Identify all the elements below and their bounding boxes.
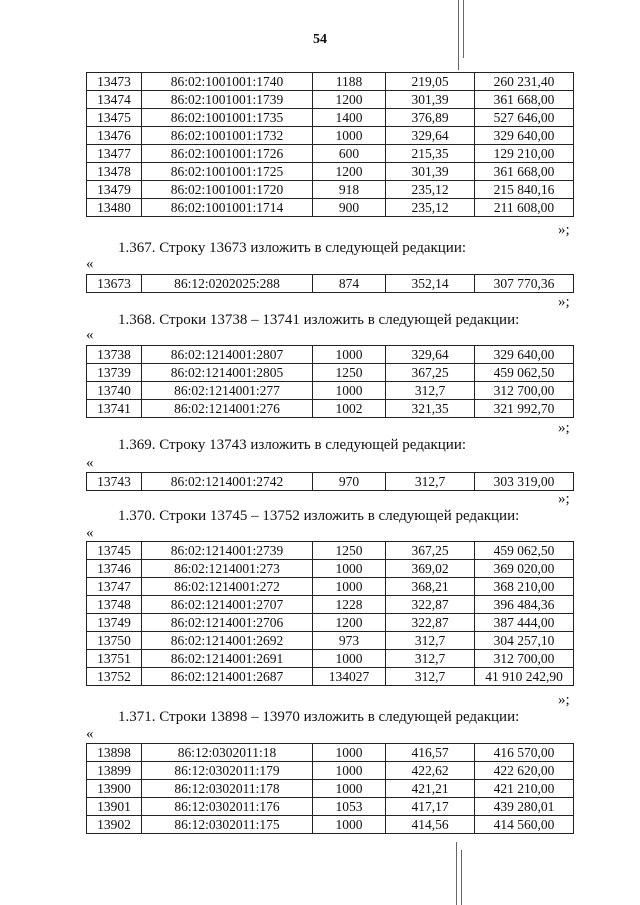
- row-number-cell: 13900: [87, 780, 142, 798]
- section-heading: 1.367. Строку 13673 изложить в следующей редакции:: [118, 240, 467, 256]
- area-cell: 918: [313, 181, 386, 199]
- area-cell: 1200: [313, 91, 386, 109]
- row-number-cell: 13901: [87, 798, 142, 816]
- table-row: [87, 346, 574, 364]
- row-number-cell: 13752: [87, 668, 142, 686]
- cadastral-number-cell: 86:02:1214001:2807: [142, 346, 313, 364]
- table-row: [87, 473, 574, 491]
- area-cell: 1200: [313, 614, 386, 632]
- data-table: [86, 472, 574, 491]
- rate-cell: 376,89: [386, 109, 475, 127]
- rate-cell: 417,17: [386, 798, 475, 816]
- table-row: [87, 181, 574, 199]
- rate-cell: 301,39: [386, 163, 475, 181]
- area-cell: 1000: [313, 560, 386, 578]
- row-number-cell: 13899: [87, 762, 142, 780]
- area-cell: 600: [313, 145, 386, 163]
- amount-cell: 421 210,00: [475, 780, 574, 798]
- cadastral-number-cell: 86:12:0302011:178: [142, 780, 313, 798]
- table-row: [87, 668, 574, 686]
- amount-cell: 439 280,01: [475, 798, 574, 816]
- section-heading: 1.371. Строки 13898 – 13970 изложить в следующей редакции:: [118, 709, 520, 725]
- area-cell: 1400: [313, 109, 386, 127]
- area-cell: 1053: [313, 798, 386, 816]
- closing-quote: »;: [558, 294, 570, 310]
- cadastral-number-cell: 86:02:1214001:2706: [142, 614, 313, 632]
- amount-cell: 414 560,00: [475, 816, 574, 834]
- amount-cell: 129 210,00: [475, 145, 574, 163]
- opening-quote: «: [86, 256, 94, 272]
- table-row: [87, 596, 574, 614]
- row-number-cell: 13751: [87, 650, 142, 668]
- data-table-continuation: [86, 72, 574, 217]
- rate-cell: 368,21: [386, 578, 475, 596]
- amount-cell: 361 668,00: [475, 91, 574, 109]
- cadastral-number-cell: 86:12:0302011:175: [142, 816, 313, 834]
- cadastral-number-cell: 86:02:1001001:1732: [142, 127, 313, 145]
- table-row: [87, 762, 574, 780]
- cadastral-number-cell: 86:02:1214001:272: [142, 578, 313, 596]
- row-number-cell: 13748: [87, 596, 142, 614]
- cadastral-number-cell: 86:02:1001001:1739: [142, 91, 313, 109]
- cadastral-number-cell: 86:12:0302011:176: [142, 798, 313, 816]
- row-number-cell: 13477: [87, 145, 142, 163]
- table-row: [87, 400, 574, 418]
- area-cell: 1000: [313, 127, 386, 145]
- area-cell: 900: [313, 199, 386, 217]
- data-table: [86, 274, 574, 293]
- amount-cell: 312 700,00: [475, 382, 574, 400]
- row-number-cell: 13479: [87, 181, 142, 199]
- table-row: [87, 542, 574, 560]
- table-row: [87, 382, 574, 400]
- row-number-cell: 13747: [87, 578, 142, 596]
- cadastral-number-cell: 86:02:1001001:1735: [142, 109, 313, 127]
- table-row: [87, 632, 574, 650]
- table-row: [87, 163, 574, 181]
- table-row: [87, 109, 574, 127]
- amount-cell: 527 646,00: [475, 109, 574, 127]
- area-cell: 973: [313, 632, 386, 650]
- cadastral-number-cell: 86:12:0302011:18: [142, 744, 313, 762]
- amount-cell: 260 231,40: [475, 73, 574, 91]
- row-number-cell: 13745: [87, 542, 142, 560]
- row-number-cell: 13738: [87, 346, 142, 364]
- opening-quote: «: [86, 525, 94, 541]
- cadastral-number-cell: 86:02:1214001:2742: [142, 473, 313, 491]
- amount-cell: 211 608,00: [475, 199, 574, 217]
- amount-cell: 396 484,36: [475, 596, 574, 614]
- closing-quote: »;: [558, 491, 570, 507]
- amount-cell: 368 210,00: [475, 578, 574, 596]
- table-row: [87, 560, 574, 578]
- section-heading: 1.369. Строку 13743 изложить в следующей редакции:: [118, 437, 467, 453]
- amount-cell: 459 062,50: [475, 364, 574, 382]
- rate-cell: 421,21: [386, 780, 475, 798]
- amount-cell: 312 700,00: [475, 650, 574, 668]
- rate-cell: 312,7: [386, 668, 475, 686]
- cadastral-number-cell: 86:02:1214001:2691: [142, 650, 313, 668]
- area-cell: 1000: [313, 762, 386, 780]
- amount-cell: 304 257,10: [475, 632, 574, 650]
- area-cell: 1228: [313, 596, 386, 614]
- table-row: [87, 798, 574, 816]
- row-number-cell: 13898: [87, 744, 142, 762]
- cadastral-number-cell: 86:02:1214001:2692: [142, 632, 313, 650]
- rate-cell: 416,57: [386, 744, 475, 762]
- amount-cell: 41 910 242,90: [475, 668, 574, 686]
- scan-edge-line: [456, 842, 457, 905]
- cadastral-number-cell: 86:02:1001001:1725: [142, 163, 313, 181]
- table-row: [87, 127, 574, 145]
- row-number-cell: 13749: [87, 614, 142, 632]
- rate-cell: 352,14: [386, 275, 475, 293]
- data-table: [86, 541, 574, 686]
- rate-cell: 322,87: [386, 596, 475, 614]
- cadastral-number-cell: 86:02:1001001:1726: [142, 145, 313, 163]
- table-row: [87, 780, 574, 798]
- rate-cell: 321,35: [386, 400, 475, 418]
- row-number-cell: 13476: [87, 127, 142, 145]
- area-cell: 1000: [313, 382, 386, 400]
- rate-cell: 367,25: [386, 364, 475, 382]
- row-number-cell: 13739: [87, 364, 142, 382]
- rate-cell: 369,02: [386, 560, 475, 578]
- area-cell: 1000: [313, 816, 386, 834]
- amount-cell: 361 668,00: [475, 163, 574, 181]
- rate-cell: 329,64: [386, 346, 475, 364]
- area-cell: 1188: [313, 73, 386, 91]
- row-number-cell: 13741: [87, 400, 142, 418]
- row-number-cell: 13474: [87, 91, 142, 109]
- rate-cell: 312,7: [386, 650, 475, 668]
- table-row: [87, 73, 574, 91]
- row-number-cell: 13478: [87, 163, 142, 181]
- amount-cell: 422 620,00: [475, 762, 574, 780]
- amount-cell: 416 570,00: [475, 744, 574, 762]
- area-cell: 970: [313, 473, 386, 491]
- data-table: [86, 345, 574, 418]
- rate-cell: 235,12: [386, 181, 475, 199]
- row-number-cell: 13750: [87, 632, 142, 650]
- row-number-cell: 13473: [87, 73, 142, 91]
- area-cell: 134027: [313, 668, 386, 686]
- amount-cell: 321 992,70: [475, 400, 574, 418]
- rate-cell: 322,87: [386, 614, 475, 632]
- row-number-cell: 13740: [87, 382, 142, 400]
- amount-cell: 387 444,00: [475, 614, 574, 632]
- cadastral-number-cell: 86:02:1214001:276: [142, 400, 313, 418]
- data-table: [86, 743, 574, 834]
- row-number-cell: 13743: [87, 473, 142, 491]
- table-row: [87, 650, 574, 668]
- table-row: [87, 614, 574, 632]
- opening-quote: «: [86, 726, 94, 742]
- amount-cell: 307 770,36: [475, 275, 574, 293]
- rate-cell: 235,12: [386, 199, 475, 217]
- cadastral-number-cell: 86:02:1001001:1714: [142, 199, 313, 217]
- rate-cell: 312,7: [386, 473, 475, 491]
- table-row: [87, 275, 574, 293]
- rate-cell: 312,7: [386, 632, 475, 650]
- cadastral-number-cell: 86:02:1214001:2739: [142, 542, 313, 560]
- row-number-cell: 13480: [87, 199, 142, 217]
- cadastral-number-cell: 86:02:1214001:2805: [142, 364, 313, 382]
- row-number-cell: 13902: [87, 816, 142, 834]
- cadastral-number-cell: 86:02:1214001:277: [142, 382, 313, 400]
- area-cell: 874: [313, 275, 386, 293]
- table-row: [87, 816, 574, 834]
- amount-cell: 329 640,00: [475, 346, 574, 364]
- table-row: [87, 145, 574, 163]
- area-cell: 1000: [313, 346, 386, 364]
- rate-cell: 414,56: [386, 816, 475, 834]
- section-heading: 1.370. Строки 13745 – 13752 изложить в следующей редакции:: [118, 508, 520, 524]
- cadastral-number-cell: 86:12:0202025:288: [142, 275, 313, 293]
- area-cell: 1250: [313, 542, 386, 560]
- table-row: [87, 199, 574, 217]
- area-cell: 1200: [313, 163, 386, 181]
- closing-quote: »;: [558, 222, 570, 238]
- cadastral-number-cell: 86:02:1001001:1720: [142, 181, 313, 199]
- amount-cell: 303 319,00: [475, 473, 574, 491]
- scan-edge-line: [463, 0, 464, 58]
- cadastral-number-cell: 86:02:1214001:2687: [142, 668, 313, 686]
- area-cell: 1000: [313, 780, 386, 798]
- amount-cell: 369 020,00: [475, 560, 574, 578]
- rate-cell: 312,7: [386, 382, 475, 400]
- cadastral-number-cell: 86:12:0302011:179: [142, 762, 313, 780]
- table-row: [87, 578, 574, 596]
- section-heading: 1.368. Строки 13738 – 13741 изложить в следующей редакции:: [118, 312, 520, 328]
- scan-edge-line: [461, 850, 462, 905]
- rate-cell: 367,25: [386, 542, 475, 560]
- rate-cell: 329,64: [386, 127, 475, 145]
- closing-quote: »;: [558, 420, 570, 436]
- area-cell: 1000: [313, 578, 386, 596]
- cadastral-number-cell: 86:02:1214001:273: [142, 560, 313, 578]
- area-cell: 1000: [313, 650, 386, 668]
- table-row: [87, 364, 574, 382]
- page-number: 54: [313, 32, 327, 47]
- amount-cell: 215 840,16: [475, 181, 574, 199]
- cadastral-number-cell: 86:02:1214001:2707: [142, 596, 313, 614]
- closing-quote: »;: [558, 692, 570, 708]
- opening-quote: «: [86, 455, 94, 471]
- area-cell: 1250: [313, 364, 386, 382]
- amount-cell: 459 062,50: [475, 542, 574, 560]
- rate-cell: 219,05: [386, 73, 475, 91]
- rate-cell: 301,39: [386, 91, 475, 109]
- row-number-cell: 13746: [87, 560, 142, 578]
- row-number-cell: 13673: [87, 275, 142, 293]
- area-cell: 1002: [313, 400, 386, 418]
- cadastral-number-cell: 86:02:1001001:1740: [142, 73, 313, 91]
- amount-cell: 329 640,00: [475, 127, 574, 145]
- area-cell: 1000: [313, 744, 386, 762]
- row-number-cell: 13475: [87, 109, 142, 127]
- table-row: [87, 91, 574, 109]
- opening-quote: «: [86, 327, 94, 343]
- table-row: [87, 744, 574, 762]
- rate-cell: 422,62: [386, 762, 475, 780]
- rate-cell: 215,35: [386, 145, 475, 163]
